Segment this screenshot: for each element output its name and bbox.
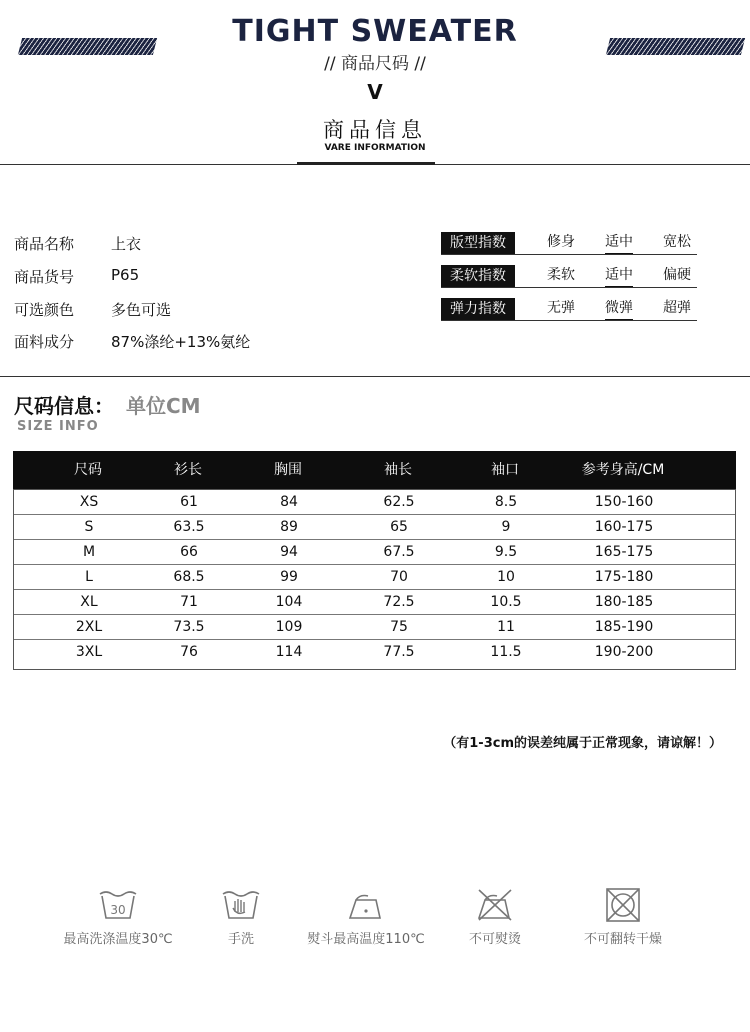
care-item-no-tumble-dry [548, 888, 698, 947]
table-cell: 175-180 [594, 569, 654, 585]
no-tumble-dry-icon [603, 888, 643, 922]
wash-30-icon [98, 888, 138, 922]
index-option-selected: 适中 [605, 234, 633, 250]
care-label: 不可熨烫 [468, 932, 521, 947]
product-info-value: P65 [111, 266, 140, 284]
v-mark: V [367, 80, 383, 104]
divider-top-accent [297, 162, 435, 165]
index-badge: 柔软指数 [441, 265, 515, 287]
page-title: TIGHT SWEATER [232, 14, 518, 49]
index-badge: 弹力指数 [441, 298, 515, 320]
size-table-header-cell: 衫长 [174, 462, 202, 478]
index-option: 修身 [547, 234, 575, 250]
product-info-label: 商品货号 [14, 268, 75, 286]
table-cell: 84 [280, 494, 298, 510]
table-cell: 66 [180, 544, 198, 560]
hand-wash-icon [221, 888, 261, 922]
table-cell: 114 [275, 644, 303, 660]
table-cell: S [84, 519, 94, 535]
iron-low-icon [346, 888, 386, 922]
index-option: 柔软 [547, 267, 575, 283]
table-cell: 8.5 [494, 494, 518, 510]
index-option: 宽松 [663, 234, 691, 250]
table-row [14, 615, 735, 640]
table-cell: 3XL [75, 644, 103, 660]
size-table-header-cell: 袖长 [384, 462, 412, 478]
care-label: 熨斗最高温度110℃ [307, 932, 425, 947]
page-subtitle: // 商品尺码 // [324, 54, 426, 74]
table-cell: 9.5 [494, 544, 518, 560]
table-cell: 99 [280, 569, 298, 585]
table-cell: 2XL [75, 619, 103, 635]
product-info-label: 可选颜色 [14, 301, 75, 319]
table-cell: 94 [280, 544, 298, 560]
table-cell: 73.5 [173, 619, 205, 635]
table-cell: 71 [180, 594, 198, 610]
product-info-value: 上衣 [111, 235, 142, 253]
table-cell: 61 [180, 494, 198, 510]
index-option-selected: 微弹 [605, 300, 633, 316]
table-cell: 75 [390, 619, 408, 635]
index-underline [441, 287, 697, 288]
table-cell: 180-185 [594, 594, 654, 610]
size-table-header [13, 451, 736, 489]
table-cell: 70 [390, 569, 408, 585]
table-cell: 9 [501, 519, 511, 535]
table-cell: 76 [180, 644, 198, 660]
table-cell: M [82, 544, 96, 560]
measurement-note: （有1-3cm的误差纯属于正常现象，请谅解！） [443, 736, 722, 751]
table-cell: 150-160 [594, 494, 654, 510]
index-option: 无弹 [547, 300, 575, 316]
size-info-title: 尺码信息： [14, 394, 114, 418]
index-underline [441, 254, 697, 255]
table-cell: 185-190 [594, 619, 654, 635]
table-row [14, 640, 735, 665]
table-row [14, 515, 735, 540]
product-info-value: 多色可选 [111, 301, 172, 319]
table-cell: 89 [280, 519, 298, 535]
product-info-label: 面料成分 [14, 333, 75, 351]
table-row [14, 590, 735, 615]
table-cell: XS [79, 494, 99, 510]
table-cell: 65 [390, 519, 408, 535]
product-info-value: 87%涤纶+13%氨纶 [111, 333, 251, 351]
table-cell: 160-175 [594, 519, 654, 535]
table-cell: XL [80, 594, 98, 610]
table-cell: 67.5 [383, 544, 415, 560]
table-cell: 68.5 [173, 569, 205, 585]
index-option: 偏硬 [663, 267, 691, 283]
table-cell: 11 [497, 619, 515, 635]
size-table-header-cell: 参考身高/CM [581, 462, 665, 478]
divider-middle [0, 376, 750, 377]
table-cell: 104 [275, 594, 303, 610]
table-cell: 190-200 [594, 644, 654, 660]
table-cell: 11.5 [490, 644, 522, 660]
table-cell: 63.5 [173, 519, 205, 535]
table-cell: 10 [497, 569, 515, 585]
size-table-body [13, 489, 736, 670]
table-row [14, 490, 735, 515]
table-cell: 77.5 [383, 644, 415, 660]
table-cell: 62.5 [383, 494, 415, 510]
product-info-label: 商品名称 [14, 235, 75, 253]
table-cell: 72.5 [383, 594, 415, 610]
size-table-header-cell: 袖口 [491, 462, 519, 478]
table-row [14, 565, 735, 590]
table-cell: 10.5 [490, 594, 522, 610]
no-iron-icon [475, 888, 515, 922]
table-cell: 165-175 [594, 544, 654, 560]
wash-temp-text: 30 [110, 903, 126, 917]
care-item-iron [291, 888, 441, 947]
care-label: 手洗 [227, 932, 254, 947]
index-badge: 版型指数 [441, 232, 515, 254]
table-row [14, 540, 735, 565]
table-cell: L [85, 569, 93, 585]
care-label: 最高洗涤温度30℃ [63, 932, 173, 947]
index-underline [441, 320, 697, 321]
size-table-header-cell: 胸围 [274, 462, 302, 478]
section-title-en: VARE INFORMATION [324, 143, 426, 153]
size-table-header-cell: 尺码 [74, 462, 102, 478]
size-info-title-en: SIZE INFO [17, 419, 99, 434]
size-info-unit: 单位CM [126, 394, 201, 418]
index-option: 超弹 [663, 300, 691, 316]
index-option-selected: 适中 [605, 267, 633, 283]
section-title-cn: 商品信息 [323, 118, 427, 142]
table-cell: 109 [275, 619, 303, 635]
care-label: 不可翻转干燥 [583, 932, 662, 947]
